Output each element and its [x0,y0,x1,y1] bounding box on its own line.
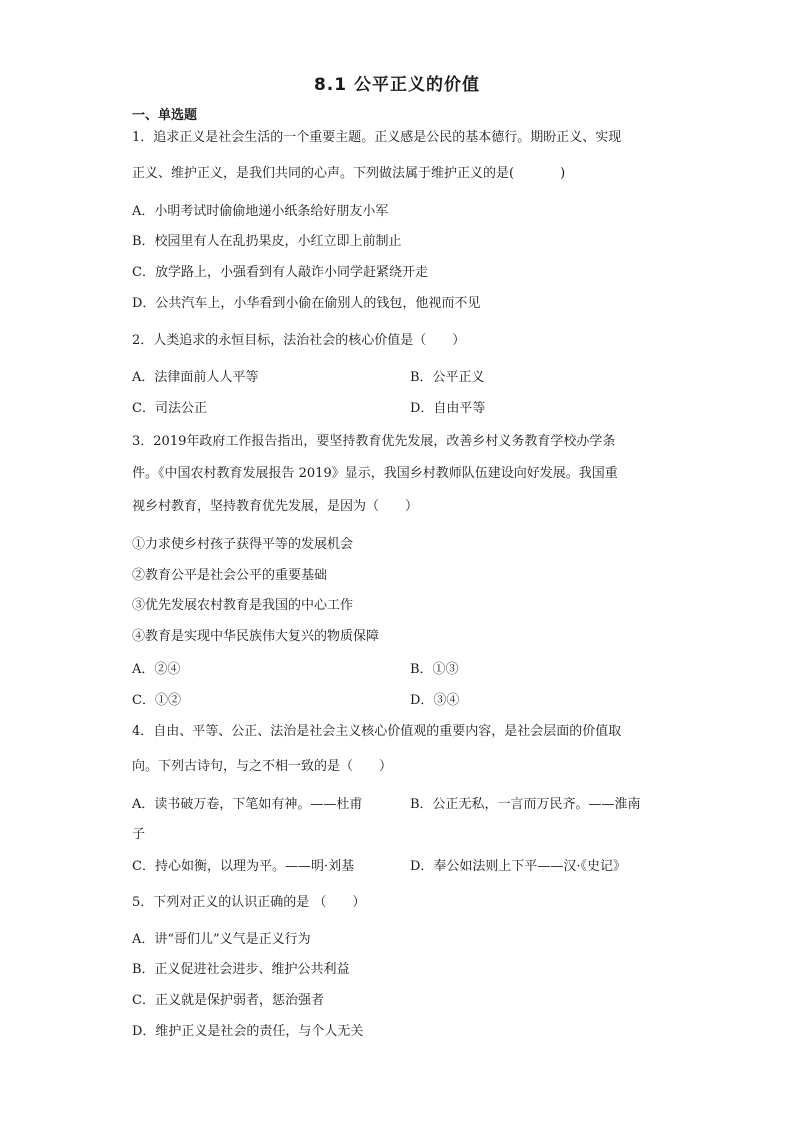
question-3-line-1: 3．2019年政府工作报告指出，要坚持教育优先发展，改善乡村义务教育学校办学条 [132,434,616,449]
question-1-line-2: 正义、维护正义，是我们共同的心声。下列做法属于维护正义的是( ) [132,166,566,181]
question-2-option-b: B．公平正义 [410,370,485,385]
question-3-line-2: 件。《中国农村教育发展报告 2019》显示，我国乡村教师队伍建设向好发展。我国重 [132,466,618,481]
question-3-option-d: D．③④ [410,693,460,708]
question-5-option-d: D．维护正义是社会的责任，与个人无关 [132,1024,364,1039]
question-1-line-1: 1．追求正义是社会生活的一个重要主题。正义感是公民的基本德行。期盼正义、实现 [132,130,622,145]
question-5-option-b: B．正义促进社会进步、维护公共利益 [132,962,350,977]
question-4-line-1: 4．自由、平等、公正、法治是社会主义核心价值观的重要内容，是社会层面的价值取 [132,724,622,739]
section-heading: 一、单选题 [132,108,198,123]
question-3-item-4: ④教育是实现中华民族伟大复兴的物质保障 [132,629,380,644]
question-2-option-d: D．自由平等 [410,401,486,416]
question-3-item-3: ③优先发展农村教育是我国的中心工作 [132,598,354,613]
question-1-option-a: A．小明考试时偷偷地递小纸条给好朋友小军 [132,204,389,219]
question-5-option-a: A．讲“哥们儿”义气是正义行为 [132,932,311,947]
question-3-option-a: A．②④ [132,662,181,677]
question-2-stem: 2．人类追求的永恒目标，法治社会的核心价值是（ ） [132,333,466,348]
question-3-item-2: ②教育公平是社会公平的重要基础 [132,568,328,583]
question-5-option-c: C．正义就是保护弱者，惩治强者 [132,993,324,1008]
question-3-line-3: 视乡村教育，坚持教育优先发展，是因为（ ） [132,499,419,514]
question-1-option-b: B．校园里有人在乱扔果皮，小红立即上前制止 [132,234,402,249]
question-1-option-d: D．公共汽车上，小华看到小偷在偷别人的钱包，他视而不见 [132,296,481,311]
question-3-option-b: B．①③ [410,662,459,677]
question-2-option-a: A．法律面前人人平等 [132,370,259,385]
question-3-item-1: ①力求使乡村孩子获得平等的发展机会 [132,537,354,552]
page-title: 8.1 公平正义的价值 [313,75,481,95]
question-4-line-2: 向。下列古诗句，与之不相一致的是（ ） [132,759,393,774]
question-4-option-b-wrap: 子 [132,827,146,842]
question-4-option-b: B．公正无私，一言而万民齐。——淮南 [410,797,641,812]
question-4-option-d: D．奉公如法则上下平——汉·《史记》 [410,859,627,874]
question-4-option-c: C．持心如衡，以理为平。——明·刘基 [132,859,355,874]
question-5-stem: 5．下列对正义的认识正确的是 （ ） [132,895,366,910]
question-3-option-c: C．①② [132,693,181,708]
question-1-option-c: C．放学路上，小强看到有人敲诈小同学赶紧绕开走 [132,265,428,280]
question-4-option-a: A．读书破万卷，下笔如有神。——杜甫 [132,797,363,812]
question-2-option-c: C．司法公正 [132,401,207,416]
